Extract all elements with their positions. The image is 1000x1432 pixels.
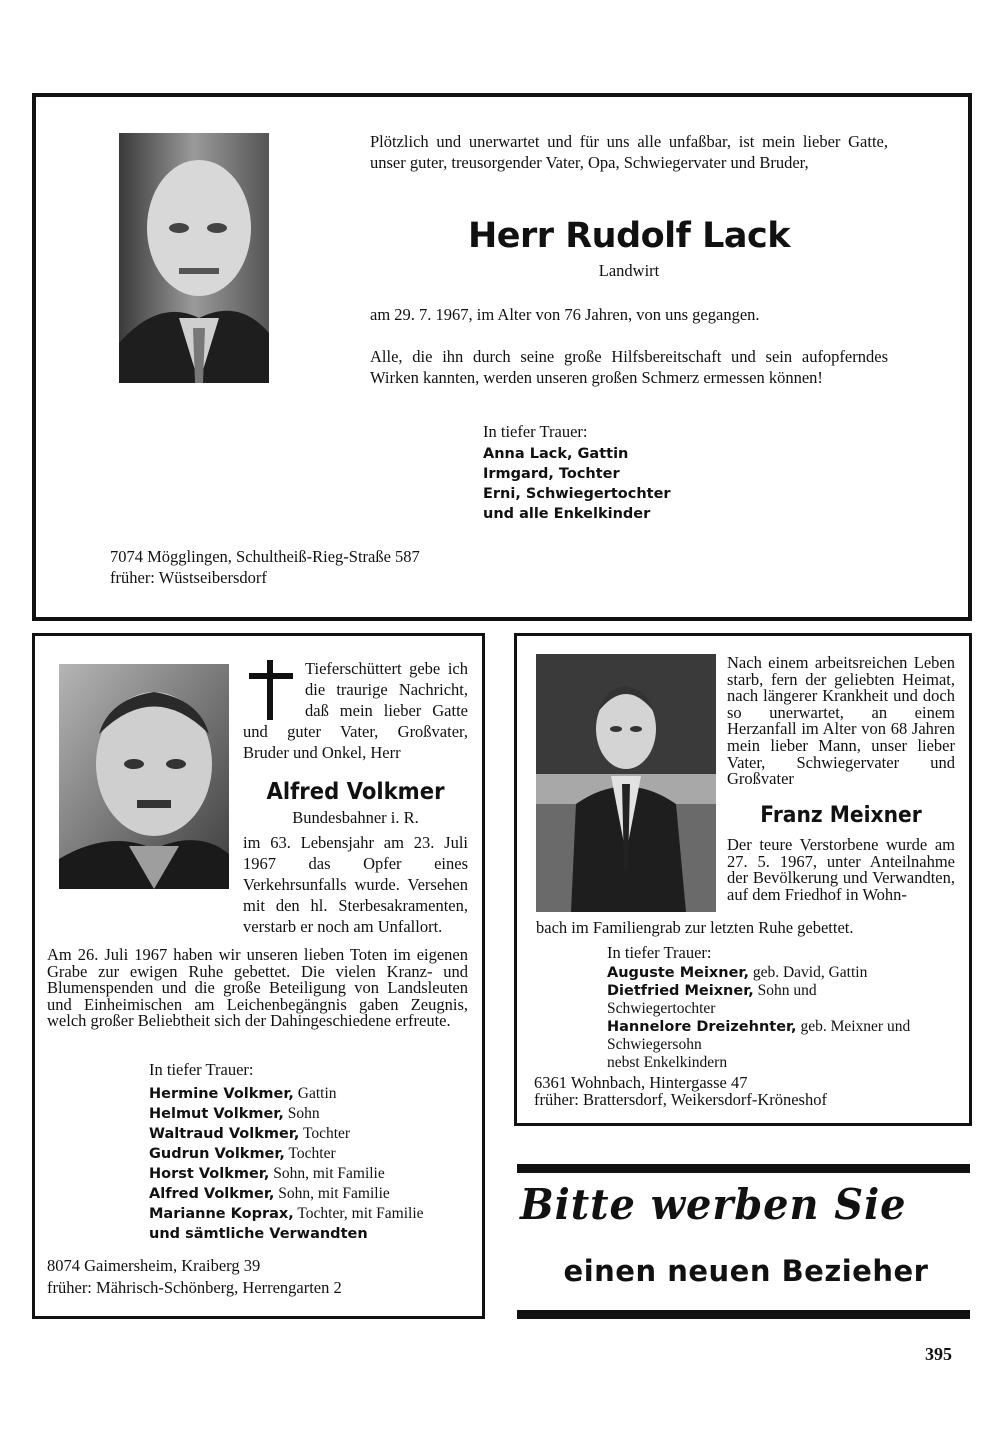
notice3-mourning-heading: In tiefer Trauer:	[607, 943, 712, 962]
mourner: Helmut Volkmer, Sohn	[149, 1105, 320, 1122]
notice3-text-right: Der teure Verstorbene wurde am 27. 5. 1967, unter Anteilnahme der Bevölkerung und Verwandten, auf dem Friedhof in Wohn-	[727, 835, 955, 904]
mourner: und sämtliche Verwandten	[149, 1226, 368, 1242]
notice1-name: Herr Rudolf Lack	[467, 216, 791, 256]
notice1-occupation: Landwirt	[598, 261, 660, 280]
ad-headline: Bitte werben Sie	[520, 1180, 907, 1229]
mourner: Anna Lack, Gattin	[483, 446, 629, 462]
notice2-mourning-heading: In tiefer Trauer:	[149, 1060, 254, 1079]
portrait-photo-rudolf-lack	[119, 133, 269, 383]
notice2-burial-text: Am 26. Juli 1967 haben wir unseren lieben Toten im eigenen Grabe zur ewigen Ruhe gebettet. Die vielen Kranz- und Blumenspenden und die große Beteiligung von Landsleuten und Einheimischen am Leichenbegängnis gaben Zeugnis, welch großer Beliebtheit sich der Dahingeschiedene erfreute.	[47, 945, 468, 1030]
ad-subline: einen neuen Bezieher	[563, 1254, 929, 1288]
portrait-photo-alfred-volkmer	[59, 664, 229, 889]
mourner: Irmgard, Tochter	[483, 466, 620, 482]
mourner: Horst Volkmer, Sohn, mit Familie	[149, 1165, 385, 1182]
notice3-name: Franz Meixner	[760, 803, 922, 828]
notice2-former-address: früher: Mährisch-Schönberg, Herrengarten 2	[47, 1278, 342, 1297]
notice3-intro: Nach einem arbeitsreichen Leben starb, fern der geliebten Heimat, nach längerer Krankheit und doch so unerwartet, an einem Herzanfall im Alter von 68 Jahren mein lieber Mann, unser lieber Vater, Schwiegervater und Großvater	[727, 653, 955, 789]
mourner: Waltraud Volkmer, Tochter	[149, 1125, 351, 1142]
mourner: Marianne Koprax, Tochter, mit Familie	[149, 1205, 424, 1222]
portrait-photo-franz-meixner	[536, 654, 716, 912]
mourner: Schwiegertochter	[607, 1000, 716, 1017]
notice2-intro-block	[243, 658, 468, 763]
notice3-address: 6361 Wohnbach, Hintergasse 47	[534, 1073, 748, 1092]
ad-top-rule	[517, 1164, 970, 1173]
notice3-former-address: früher: Brattersdorf, Weikersdorf-Kröneshof	[534, 1090, 827, 1109]
page-number: 395	[925, 1344, 952, 1364]
mourner: Hermine Volkmer, Gattin	[149, 1085, 337, 1102]
mourner: Auguste Meixner, geb. David, Gattin	[607, 964, 868, 981]
notice2-intro-text: Tieferschüttert gebe ich die traurige Nachricht, daß mein lieber Gatte und guter Vater, Großvater, Bruder und Onkel, Herr	[243, 659, 468, 762]
notice1-mourners-list	[483, 444, 671, 524]
ad-bottom-rule	[517, 1310, 970, 1319]
mourner: Erni, Schwiegertochter	[483, 486, 671, 502]
notice3-text-full: bach im Familiengrab zur letzten Ruhe gebettet.	[536, 918, 854, 937]
notice1-intro: Plötzlich und unerwartet und für uns alle unfaßbar, ist mein lieber Gatte, unser guter, treusorgender Vater, Opa, Schwiegervater und Bruder,	[370, 132, 888, 172]
notice2-address: 8074 Gaimersheim, Kraiberg 39	[47, 1256, 261, 1275]
mourner: und alle Enkelkinder	[483, 506, 651, 522]
notice2-death-text: im 63. Lebensjahr am 23. Juli 1967 das Opfer eines Verkehrsunfalls wurde. Versehen mit den hl. Sterbesakramenten, verstarb er noch am Unfallort.	[243, 833, 468, 936]
notice2-mourners-list	[149, 1084, 424, 1244]
mourner: Alfred Volkmer, Sohn, mit Familie	[149, 1185, 390, 1202]
mourner: Schwiegersohn	[607, 1036, 702, 1053]
notice1-closing: Alle, die ihn durch seine große Hilfsbereitschaft und sein aufopferndes Wirken kannten, werden unseren großen Schmerz ermessen können!	[370, 347, 888, 387]
notice1-former-address: früher: Wüstseibersdorf	[110, 568, 267, 587]
notice1-address: 7074 Mögglingen, Schultheiß-Rieg-Straße 587	[110, 547, 420, 566]
notice1-date-line: am 29. 7. 1967, im Alter von 76 Jahren, von uns gegangen.	[370, 305, 760, 324]
notice2-occupation: Bundesbahner i. R.	[292, 808, 419, 827]
notice2-name: Alfred Volkmer	[266, 779, 445, 805]
notice3-mourners-list	[607, 964, 910, 1072]
mourner: Hannelore Dreizehnter, geb. Meixner und	[607, 1018, 911, 1035]
mourner: nebst Enkelkindern	[607, 1054, 728, 1071]
mourner: Dietfried Meixner, Sohn und	[607, 982, 817, 999]
notice1-mourning-heading: In tiefer Trauer:	[483, 422, 588, 441]
mourner: Gudrun Volkmer, Tochter	[149, 1145, 336, 1162]
